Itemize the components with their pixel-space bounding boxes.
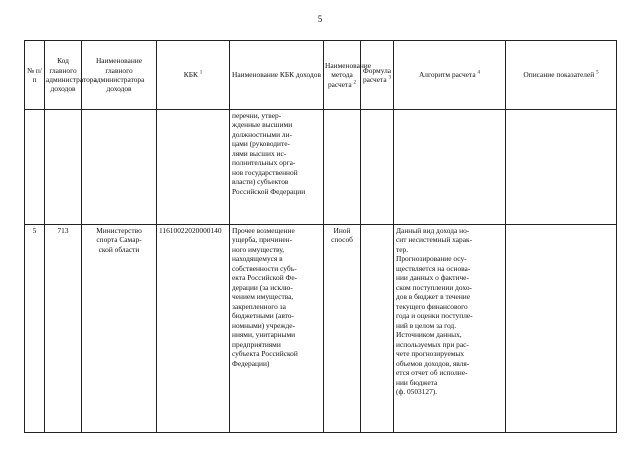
header-formula: Формула расчета $^3$ [361,41,394,110]
cell-method: Иной способ [324,225,361,433]
cell-description [506,225,617,433]
cell-admin [82,110,157,225]
cell-description [506,110,617,225]
header-admin-name: Наименование главного администратора доходов [82,41,157,110]
cell-kbk-name: перечни, утвер- жденные высшими должностными ли- цами (руководите- лями высших ис- полнительных орга- нов государственной власти) субъектов Российской Федерации [230,110,324,225]
cell-kbk-name: Прочее возмещение ущерба, причинен- ного имуществу, находящемуся в собственности субъ- екта Российской Фе- дерации (за исклю- чением имущества, закрепленного за бюджетными (авто- номными) учрежде- ниями, унитарными предприятиями субъекта Российской Федерации) [230,225,324,433]
cell-num [25,110,45,225]
header-description: Описание показателей $^5$ [506,41,617,110]
cell-kbk [157,110,230,225]
header-kbk: КБК $^1$ [157,41,230,110]
header-admin-code: Код главного администратора доходов [45,41,82,110]
header-kbk-name: Наименование КБК доходов [230,41,324,110]
cell-admin: Министерство спорта Самар- ской области [82,225,157,433]
cell-code [45,110,82,225]
cell-code: 713 [45,225,82,433]
cell-method [324,110,361,225]
header-method: Наименование метода расчета $^2$ [324,41,361,110]
cell-num: 5 [25,225,45,433]
table-header-row [25,41,617,110]
cell-algorithm [394,110,506,225]
header-algorithm: Алгоритм расчета $^4$ [394,41,506,110]
revenue-forecast-table [24,40,617,433]
cell-kbk: 11610022020000140 [157,225,230,433]
table-row-5 [25,225,617,433]
table-row-continuation [25,110,617,225]
cell-formula [361,110,394,225]
header-num: № п/п [25,41,45,110]
page-number: 5 [317,14,323,24]
cell-formula [361,225,394,433]
cell-algorithm: Данный вид дохода но- сит несистемный харак- тер. Прогнозирование осу- ществляется на основа- нии данных о фактиче- ском поступлении дохо- дов в бюджет в течение текущего финансового года и оценки поступле- ний в целом за год. Источником данных, используемых при рас- чете прогнозируемых объемов доходов, явля- ется отчет об исполне- нии бюджета (ф. 0503127). [394,225,506,433]
